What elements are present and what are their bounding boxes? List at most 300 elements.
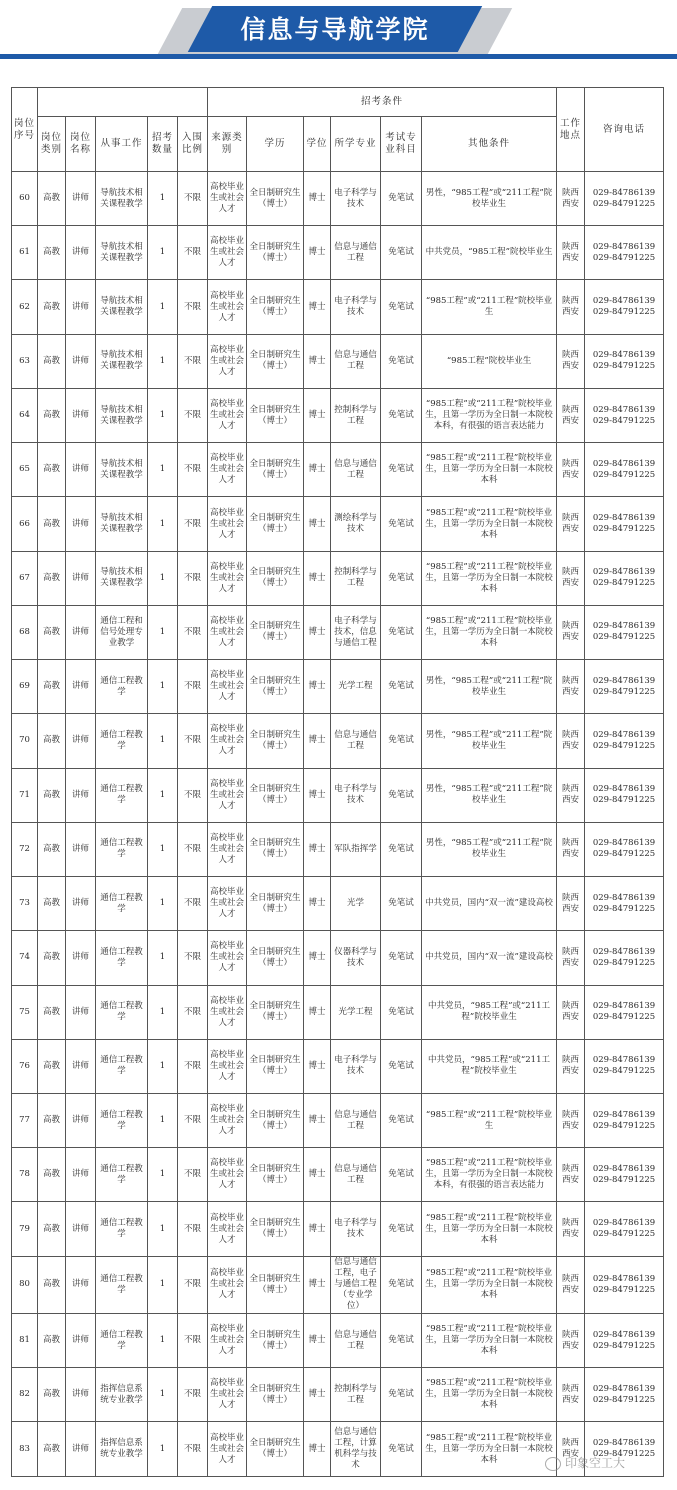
cell-seq: 67 <box>12 551 38 605</box>
cell-other: “985工程”或“211工程”院校毕业生，且第一学历为全日制一本院校本科 <box>422 551 557 605</box>
phone-number: 029-84786139 <box>592 1163 656 1174</box>
cell-degree: 博士 <box>304 931 331 985</box>
cell-tel <box>585 877 664 931</box>
cell-name: 讲师 <box>66 334 96 388</box>
cell-place: 陕西西安 <box>557 714 585 768</box>
cell-name: 讲师 <box>66 172 96 226</box>
cell-tel <box>585 1039 664 1093</box>
table-body <box>12 172 664 1477</box>
cell-ratio: 不限 <box>178 822 208 876</box>
cell-seq: 64 <box>12 388 38 442</box>
cell-major: 电子科学与技术 <box>331 172 381 226</box>
cell-other: “985工程”或“211工程”院校毕业生 <box>422 280 557 334</box>
cell-work: 通信工程教学 <box>96 822 148 876</box>
header-type: 岗位类别 <box>38 117 66 172</box>
cell-count: 1 <box>148 1368 178 1422</box>
phone-number: 029-84786139 <box>592 1383 656 1394</box>
cell-major: 信息与通信工程，电子与通信工程（专业学位） <box>331 1256 381 1313</box>
cell-tel <box>585 1148 664 1202</box>
cell-type: 高教 <box>38 1368 66 1422</box>
cell-count: 1 <box>148 334 178 388</box>
cell-other: 男性，“985工程”或“211工程”院校毕业生 <box>422 714 557 768</box>
cell-ratio: 不限 <box>178 1148 208 1202</box>
cell-count: 1 <box>148 226 178 280</box>
cell-ratio: 不限 <box>178 1039 208 1093</box>
cell-ratio: 不限 <box>178 1202 208 1256</box>
cell-count: 1 <box>148 605 178 659</box>
cell-edu: 全日制研究生（博士） <box>247 1039 304 1093</box>
table-row <box>12 334 664 388</box>
cell-major: 测绘科学与技术 <box>331 497 381 551</box>
cell-type: 高教 <box>38 822 66 876</box>
cell-ratio: 不限 <box>178 714 208 768</box>
cell-tel <box>585 497 664 551</box>
cell-work: 指挥信息系统专业教学 <box>96 1422 148 1477</box>
cell-edu: 全日制研究生（博士） <box>247 660 304 714</box>
cell-place: 陕西西安 <box>557 660 585 714</box>
cell-seq: 61 <box>12 226 38 280</box>
cell-count: 1 <box>148 877 178 931</box>
header-group-conditions: 招考条件 <box>208 88 557 117</box>
cell-ratio: 不限 <box>178 1314 208 1368</box>
cell-source: 高校毕业生或社会人才 <box>208 985 247 1039</box>
phone-number: 029-84786139 <box>592 567 656 578</box>
table-row <box>12 985 664 1039</box>
cell-tel <box>585 822 664 876</box>
cell-edu: 全日制研究生（博士） <box>247 280 304 334</box>
cell-name: 讲师 <box>66 226 96 280</box>
cell-name: 讲师 <box>66 551 96 605</box>
cell-major: 光学工程 <box>331 660 381 714</box>
cell-name: 讲师 <box>66 768 96 822</box>
cell-edu: 全日制研究生（博士） <box>247 877 304 931</box>
header-degree: 学位 <box>304 117 331 172</box>
cell-major: 电子科学与技术 <box>331 280 381 334</box>
cell-type: 高教 <box>38 605 66 659</box>
cell-name: 讲师 <box>66 443 96 497</box>
cell-other: “985工程”或“211工程”院校毕业生，且第一学历为全日制一本院校本科 <box>422 497 557 551</box>
cell-other: 男性，“985工程”或“211工程”院校毕业生 <box>422 768 557 822</box>
phone-number: 029-84786139 <box>592 838 656 849</box>
cell-seq: 65 <box>12 443 38 497</box>
header-seq: 岗位序号 <box>12 88 38 172</box>
cell-ratio: 不限 <box>178 497 208 551</box>
cell-name: 讲师 <box>66 1422 96 1477</box>
cell-exam: 免笔试 <box>381 768 422 822</box>
cell-work: 通信工程教学 <box>96 660 148 714</box>
cell-other: 中共党员，“985工程”或“211工程”院校毕业生 <box>422 1039 557 1093</box>
cell-ratio: 不限 <box>178 1256 208 1313</box>
cell-major: 信息与通信工程，计算机科学与技术 <box>331 1422 381 1477</box>
phone-number: 029-84786139 <box>592 241 656 252</box>
header-ratio: 入围比例 <box>178 117 208 172</box>
cell-seq: 69 <box>12 660 38 714</box>
table-row <box>12 280 664 334</box>
cell-major: 电子科学与技术 <box>331 768 381 822</box>
phone-number: 029-84791225 <box>592 740 656 751</box>
cell-exam: 免笔试 <box>381 172 422 226</box>
cell-exam: 免笔试 <box>381 551 422 605</box>
cell-exam: 免笔试 <box>381 1368 422 1422</box>
cell-count: 1 <box>148 714 178 768</box>
cell-edu: 全日制研究生（博士） <box>247 1368 304 1422</box>
phone-number: 029-84791225 <box>592 849 656 860</box>
cell-place: 陕西西安 <box>557 985 585 1039</box>
cell-place: 陕西西安 <box>557 1368 585 1422</box>
table-row <box>12 822 664 876</box>
cell-degree: 博士 <box>304 1202 331 1256</box>
phone-number: 029-84791225 <box>592 903 656 914</box>
cell-tel <box>585 660 664 714</box>
phone-number: 029-84786139 <box>592 458 656 469</box>
cell-other: 中共党员，“985工程”或“211工程”院校毕业生 <box>422 985 557 1039</box>
cell-source: 高校毕业生或社会人才 <box>208 1148 247 1202</box>
phone-number: 029-84786139 <box>592 1273 656 1284</box>
cell-degree: 博士 <box>304 985 331 1039</box>
cell-degree: 博士 <box>304 605 331 659</box>
cell-name: 讲师 <box>66 1314 96 1368</box>
phone-number: 029-84786139 <box>592 675 656 686</box>
cell-place: 陕西西安 <box>557 1256 585 1313</box>
cell-place: 陕西西安 <box>557 280 585 334</box>
cell-source: 高校毕业生或社会人才 <box>208 388 247 442</box>
table-row <box>12 1093 664 1147</box>
header-other: 其他条件 <box>422 117 557 172</box>
cell-type: 高教 <box>38 1202 66 1256</box>
cell-seq: 73 <box>12 877 38 931</box>
cell-place: 陕西西安 <box>557 497 585 551</box>
cell-place: 陕西西安 <box>557 551 585 605</box>
cell-degree: 博士 <box>304 1039 331 1093</box>
cell-other: “985工程”院校毕业生 <box>422 334 557 388</box>
cell-seq: 78 <box>12 1148 38 1202</box>
cell-count: 1 <box>148 660 178 714</box>
cell-type: 高教 <box>38 768 66 822</box>
cell-tel <box>585 443 664 497</box>
cell-seq: 74 <box>12 931 38 985</box>
cell-major: 控制科学与工程 <box>331 1368 381 1422</box>
cell-name: 讲师 <box>66 1256 96 1313</box>
cell-name: 讲师 <box>66 985 96 1039</box>
cell-exam: 免笔试 <box>381 497 422 551</box>
phone-number: 029-84786139 <box>592 1329 656 1340</box>
header-place: 工作地点 <box>557 88 585 172</box>
cell-major: 信息与通信工程 <box>331 1093 381 1147</box>
cell-name: 讲师 <box>66 1093 96 1147</box>
cell-source: 高校毕业生或社会人才 <box>208 931 247 985</box>
cell-edu: 全日制研究生（博士） <box>247 1148 304 1202</box>
table-row <box>12 931 664 985</box>
header-tel: 咨询电话 <box>585 88 664 172</box>
table-row <box>12 443 664 497</box>
cell-edu: 全日制研究生（博士） <box>247 1093 304 1147</box>
cell-type: 高教 <box>38 714 66 768</box>
cell-type: 高教 <box>38 1148 66 1202</box>
cell-other: “985工程”或“211工程”院校毕业生，且第一学历为全日制一本院校本科 <box>422 1314 557 1368</box>
phone-number: 029-84791225 <box>592 524 656 535</box>
cell-type: 高教 <box>38 226 66 280</box>
phone-number: 029-84791225 <box>592 1174 656 1185</box>
cell-place: 陕西西安 <box>557 931 585 985</box>
phone-number: 029-84786139 <box>592 1218 656 1229</box>
cell-ratio: 不限 <box>178 768 208 822</box>
cell-major: 信息与通信工程 <box>331 443 381 497</box>
cell-degree: 博士 <box>304 280 331 334</box>
phone-number: 029-84791225 <box>592 307 656 318</box>
cell-name: 讲师 <box>66 605 96 659</box>
cell-seq: 68 <box>12 605 38 659</box>
cell-work: 导航技术相关课程教学 <box>96 334 148 388</box>
cell-edu: 全日制研究生（博士） <box>247 822 304 876</box>
wechat-icon <box>545 1457 561 1471</box>
cell-exam: 免笔试 <box>381 1039 422 1093</box>
cell-count: 1 <box>148 985 178 1039</box>
cell-major: 电子科学与技术，信息与通信工程 <box>331 605 381 659</box>
cell-count: 1 <box>148 443 178 497</box>
cell-type: 高教 <box>38 877 66 931</box>
cell-degree: 博士 <box>304 660 331 714</box>
cell-ratio: 不限 <box>178 605 208 659</box>
cell-exam: 免笔试 <box>381 1202 422 1256</box>
cell-place: 陕西西安 <box>557 877 585 931</box>
cell-other: “985工程”或“211工程”院校毕业生，且第一学历为全日制一本院校本科，有很强的语言表达能力 <box>422 388 557 442</box>
cell-tel <box>585 768 664 822</box>
cell-seq: 82 <box>12 1368 38 1422</box>
cell-degree: 博士 <box>304 551 331 605</box>
cell-degree: 博士 <box>304 1093 331 1147</box>
cell-work: 导航技术相关课程教学 <box>96 226 148 280</box>
cell-seq: 77 <box>12 1093 38 1147</box>
banner <box>0 0 677 62</box>
cell-seq: 60 <box>12 172 38 226</box>
cell-count: 1 <box>148 931 178 985</box>
phone-number: 029-84786139 <box>592 946 656 957</box>
table-row <box>12 1256 664 1313</box>
table-row <box>12 714 664 768</box>
cell-edu: 全日制研究生（博士） <box>247 768 304 822</box>
cell-work: 通信工程教学 <box>96 1202 148 1256</box>
cell-other: “985工程”或“211工程”院校毕业生，且第一学历为全日制一本院校本科 <box>422 1256 557 1313</box>
phone-number: 029-84791225 <box>592 1120 656 1131</box>
cell-major: 控制科学与工程 <box>331 551 381 605</box>
cell-ratio: 不限 <box>178 443 208 497</box>
phone-number: 029-84791225 <box>592 252 656 263</box>
cell-tel <box>585 1093 664 1147</box>
phone-number: 029-84786139 <box>592 729 656 740</box>
cell-work: 通信工程教学 <box>96 931 148 985</box>
cell-degree: 博士 <box>304 1368 331 1422</box>
table-row <box>12 1368 664 1422</box>
phone-number: 029-84786139 <box>592 1055 656 1066</box>
cell-type: 高教 <box>38 334 66 388</box>
cell-source: 高校毕业生或社会人才 <box>208 334 247 388</box>
cell-seq: 66 <box>12 497 38 551</box>
phone-number: 029-84791225 <box>592 578 656 589</box>
cell-type: 高教 <box>38 1422 66 1477</box>
phone-number: 029-84786139 <box>592 404 656 415</box>
header-count: 招考数量 <box>148 117 178 172</box>
cell-count: 1 <box>148 1148 178 1202</box>
cell-tel <box>585 605 664 659</box>
cell-source: 高校毕业生或社会人才 <box>208 877 247 931</box>
table-row <box>12 605 664 659</box>
cell-edu: 全日制研究生（博士） <box>247 605 304 659</box>
cell-seq: 81 <box>12 1314 38 1368</box>
cell-source: 高校毕业生或社会人才 <box>208 822 247 876</box>
cell-source: 高校毕业生或社会人才 <box>208 1093 247 1147</box>
cell-degree: 博士 <box>304 1422 331 1477</box>
cell-exam: 免笔试 <box>381 334 422 388</box>
cell-other: 中共党员，国内“双一流”建设高校 <box>422 877 557 931</box>
cell-tel <box>585 1314 664 1368</box>
header-name: 岗位名称 <box>66 117 96 172</box>
cell-edu: 全日制研究生（博士） <box>247 714 304 768</box>
cell-work: 通信工程教学 <box>96 1256 148 1313</box>
cell-place: 陕西西安 <box>557 1148 585 1202</box>
cell-count: 1 <box>148 822 178 876</box>
table-row <box>12 660 664 714</box>
cell-ratio: 不限 <box>178 280 208 334</box>
cell-place: 陕西西安 <box>557 1093 585 1147</box>
cell-work: 导航技术相关课程教学 <box>96 551 148 605</box>
phone-number: 029-84791225 <box>592 1340 656 1351</box>
cell-source: 高校毕业生或社会人才 <box>208 1256 247 1313</box>
cell-source: 高校毕业生或社会人才 <box>208 1368 247 1422</box>
header-exam: 考试专业科目 <box>381 117 422 172</box>
table-row <box>12 1148 664 1202</box>
cell-tel <box>585 1368 664 1422</box>
page-title: 信息与导航学院 <box>240 15 430 44</box>
cell-type: 高教 <box>38 497 66 551</box>
cell-source: 高校毕业生或社会人才 <box>208 551 247 605</box>
cell-work: 导航技术相关课程教学 <box>96 443 148 497</box>
cell-type: 高教 <box>38 1256 66 1313</box>
cell-name: 讲师 <box>66 931 96 985</box>
cell-type: 高教 <box>38 1314 66 1368</box>
cell-degree: 博士 <box>304 334 331 388</box>
cell-other: “985工程”或“211工程”院校毕业生，且第一学历为全日制一本院校本科 <box>422 1368 557 1422</box>
header-source: 来源类别 <box>208 117 247 172</box>
cell-major: 信息与通信工程 <box>331 334 381 388</box>
cell-tel <box>585 931 664 985</box>
cell-count: 1 <box>148 1039 178 1093</box>
cell-work: 通信工程教学 <box>96 1314 148 1368</box>
cell-type: 高教 <box>38 443 66 497</box>
cell-name: 讲师 <box>66 1202 96 1256</box>
phone-number: 029-84791225 <box>592 198 656 209</box>
cell-type: 高教 <box>38 985 66 1039</box>
cell-source: 高校毕业生或社会人才 <box>208 768 247 822</box>
cell-name: 讲师 <box>66 1039 96 1093</box>
cell-edu: 全日制研究生（博士） <box>247 1256 304 1313</box>
cell-name: 讲师 <box>66 388 96 442</box>
cell-source: 高校毕业生或社会人才 <box>208 714 247 768</box>
cell-work: 通信工程教学 <box>96 1093 148 1147</box>
cell-count: 1 <box>148 1422 178 1477</box>
cell-other: 男性，“985工程”或“211工程”院校毕业生 <box>422 822 557 876</box>
cell-degree: 博士 <box>304 388 331 442</box>
table-row <box>12 551 664 605</box>
cell-edu: 全日制研究生（博士） <box>247 551 304 605</box>
cell-place: 陕西西安 <box>557 1314 585 1368</box>
phone-number: 029-84786139 <box>592 187 656 198</box>
cell-type: 高教 <box>38 931 66 985</box>
cell-place: 陕西西安 <box>557 1039 585 1093</box>
cell-name: 讲师 <box>66 822 96 876</box>
cell-count: 1 <box>148 768 178 822</box>
phone-number: 029-84791225 <box>592 361 656 372</box>
phone-number: 029-84786139 <box>592 350 656 361</box>
cell-major: 信息与通信工程 <box>331 226 381 280</box>
cell-edu: 全日制研究生（博士） <box>247 985 304 1039</box>
cell-other: “985工程”或“211工程”院校毕业生，且第一学历为全日制一本院校本科，有很强的语言表达能力 <box>422 1148 557 1202</box>
cell-tel <box>585 714 664 768</box>
cell-exam: 免笔试 <box>381 1422 422 1477</box>
cell-work: 通信工程教学 <box>96 877 148 931</box>
cell-type: 高教 <box>38 172 66 226</box>
cell-degree: 博士 <box>304 822 331 876</box>
cell-major: 信息与通信工程 <box>331 1148 381 1202</box>
cell-edu: 全日制研究生（博士） <box>247 931 304 985</box>
header-edu: 学历 <box>247 117 304 172</box>
cell-exam: 免笔试 <box>381 660 422 714</box>
phone-number: 029-84791225 <box>592 1449 656 1460</box>
cell-ratio: 不限 <box>178 660 208 714</box>
cell-ratio: 不限 <box>178 1368 208 1422</box>
cell-name: 讲师 <box>66 280 96 334</box>
phone-number: 029-84786139 <box>592 296 656 307</box>
banner-underline <box>0 54 677 59</box>
watermark <box>545 1452 665 1474</box>
cell-major: 电子科学与技术 <box>331 1039 381 1093</box>
table-row <box>12 1314 664 1368</box>
cell-work: 导航技术相关课程教学 <box>96 172 148 226</box>
cell-seq: 75 <box>12 985 38 1039</box>
cell-exam: 免笔试 <box>381 1256 422 1313</box>
cell-work: 通信工程教学 <box>96 768 148 822</box>
cell-major: 仪器科学与技术 <box>331 931 381 985</box>
table-row <box>12 388 664 442</box>
phone-number: 029-84791225 <box>592 1394 656 1405</box>
cell-exam: 免笔试 <box>381 1314 422 1368</box>
phone-number: 029-84786139 <box>592 513 656 524</box>
cell-other: “985工程”或“211工程”院校毕业生，且第一学历为全日制一本院校本科 <box>422 443 557 497</box>
cell-degree: 博士 <box>304 768 331 822</box>
cell-exam: 免笔试 <box>381 605 422 659</box>
cell-source: 高校毕业生或社会人才 <box>208 1422 247 1477</box>
cell-name: 讲师 <box>66 714 96 768</box>
cell-seq: 72 <box>12 822 38 876</box>
cell-other: “985工程”或“211工程”院校毕业生，且第一学历为全日制一本院校本科 <box>422 1202 557 1256</box>
phone-number: 029-84786139 <box>592 1438 656 1449</box>
cell-seq: 70 <box>12 714 38 768</box>
phone-number: 029-84786139 <box>592 621 656 632</box>
table-row <box>12 1202 664 1256</box>
cell-source: 高校毕业生或社会人才 <box>208 605 247 659</box>
cell-tel <box>585 226 664 280</box>
cell-count: 1 <box>148 1093 178 1147</box>
cell-type: 高教 <box>38 1039 66 1093</box>
cell-other: “985工程”或“211工程”院校毕业生，且第一学历为全日制一本院校本科 <box>422 605 557 659</box>
recruitment-table <box>11 87 664 1477</box>
cell-count: 1 <box>148 172 178 226</box>
cell-seq: 83 <box>12 1422 38 1477</box>
cell-ratio: 不限 <box>178 1093 208 1147</box>
header-major: 所学专业 <box>331 117 381 172</box>
cell-seq: 71 <box>12 768 38 822</box>
table-row <box>12 1039 664 1093</box>
cell-name: 讲师 <box>66 1368 96 1422</box>
